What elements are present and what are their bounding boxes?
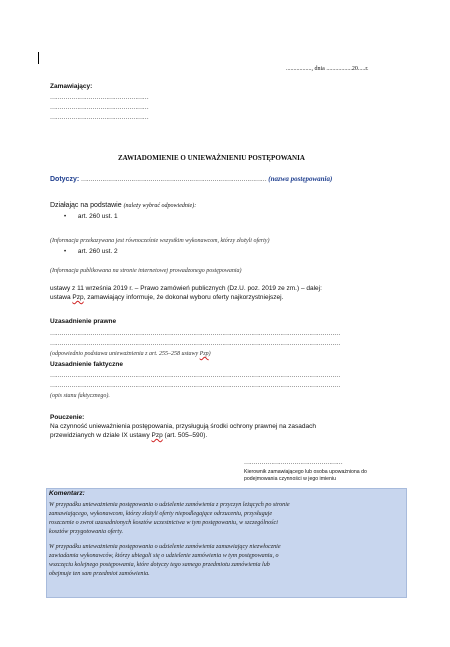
zamawiajacy-line-2: …………………………………………… [50,105,149,111]
faktyczne-line-2: …………………………………………………………………………………………………………………………………… [50,383,341,389]
zamawiajacy-label: Zamawiający: [50,83,93,90]
option-2-label: art. 260 ust. 2 [77,248,118,255]
signature-line-1: Kierownik zamawiającego lub osoba upoważniona do [244,469,367,475]
pouczenie-line-1: Na czynność unieważnienia postępowania, przysługują środki ochrony prawnej na zasadach [50,423,316,430]
zamawiajacy-line-3: …………………………………………… [50,115,149,121]
pzp-word: Pzp [72,294,84,301]
podstawa-hint: (należy wybrać odpowiednie): [123,203,197,209]
pouczenie-label: Pouczenie: [50,414,85,421]
prawne-note [50,351,211,357]
prawne-note-a: (odpowiednio podstawa unieważnienia z art. 255–258 ustawy [50,351,200,357]
dotyczy-name: (nazwa postępowania) [268,175,333,183]
bullet-icon: • [64,214,67,220]
faktyczne-line-1: …………………………………………………………………………………………………………………………………… [50,373,341,379]
option-1 [64,213,118,220]
komentarz-line-5: W przypadku unieważnienia postępowania o udzielenie zamówienia zamawiający niezwłocznie [49,544,281,550]
podstawa-label: Działając na podstawie [50,202,122,209]
info-2: (Informacja publikowana na stronie internetowej prowadzonego postępowania) [50,268,242,274]
ustawa-text-a: ustawa [50,294,73,301]
pouczenie-text-b: (art. 505–590). [162,432,208,439]
info-1: (Informacja przekazywana jest równocześnie wszystkim wykonawcom, którzy złożyli oferty) [50,238,270,244]
ustawa-line-1: ustawy z 11 września 2019 r. – Prawo zamówień publicznych (Dz.U. poz. 2019 ze zm.) – dalej: [50,285,322,292]
faktyczne-note: (opis stanu faktycznego). [50,393,110,399]
komentarz-line-4: kosztów przygotowania oferty. [49,529,123,535]
pouczenie-line-2 [50,432,207,439]
komentarz-line-2: zamawiającego, wykonawcom, którzy złożyli oferty niepodlegające odrzuceniu, przysługuje [49,511,273,517]
dotyczy-row [50,175,332,183]
komentarz-line-7: wszczęciu kolejnego postępowania, które dotyczy tego samego przedmiotu zamówienia lub [49,562,270,568]
prawne-line-2: …………………………………………………………………………………………………………………………………… [50,341,341,347]
document-title: ZAWIADOMIENIE O UNIEWAŻNIENIU POSTĘPOWANIA [118,154,305,162]
pzp-word: Pzp [151,432,163,439]
signature-line-2: podejmowania czynności w jego imieniu [244,476,336,482]
ustawa-text-b: , zamawiający informuje, że dokonał wyboru oferty najkorzystniejszej. [83,294,284,301]
pouczenie-text-a: przewidzianych w dziale IX ustawy [50,432,152,439]
text-cursor [38,52,39,64]
komentarz-line-6: zawiadamia wykonawców, którzy ubiegali się o udzielenie zamówienia w tym postępowaniu, o [49,553,279,559]
zamawiajacy-line-1: …………………………………………… [50,95,149,101]
date-line: ................., dnia .................20.....r. [286,66,369,72]
pzp-word: Pzp [199,351,209,357]
option-2 [64,248,118,255]
dotyczy-label: Dotyczy: [50,176,80,183]
signature-dots: …………………………………………… [244,460,343,466]
prawne-note-b: ) [208,351,211,357]
komentarz-line-8: obejmuje ten sam przedmiot zamówienia. [49,571,150,577]
prawne-label: Uzasadnienie prawne [50,318,117,325]
podstawa-row [50,202,196,209]
bullet-icon: • [64,249,67,255]
dotyczy-dots: …………………………………………………………………………………… [80,177,267,183]
option-1-label: art. 260 ust. 1 [77,213,118,220]
komentarz-line-1: W przypadku unieważnienia postępowania o udzielenie zamówienia z przyczyn leżących po stronie [49,502,290,508]
faktyczne-label: Uzasadnienie faktyczne [50,361,123,368]
komentarz-line-3: roszczenie o zwrot uzasadnionych kosztów uczestnictwa w tym postępowaniu, w szczególności [49,520,278,526]
komentarz-label: Komentarz: [49,490,85,497]
ustawa-line-2 [50,294,283,301]
prawne-line-1: …………………………………………………………………………………………………………………………………… [50,331,341,337]
